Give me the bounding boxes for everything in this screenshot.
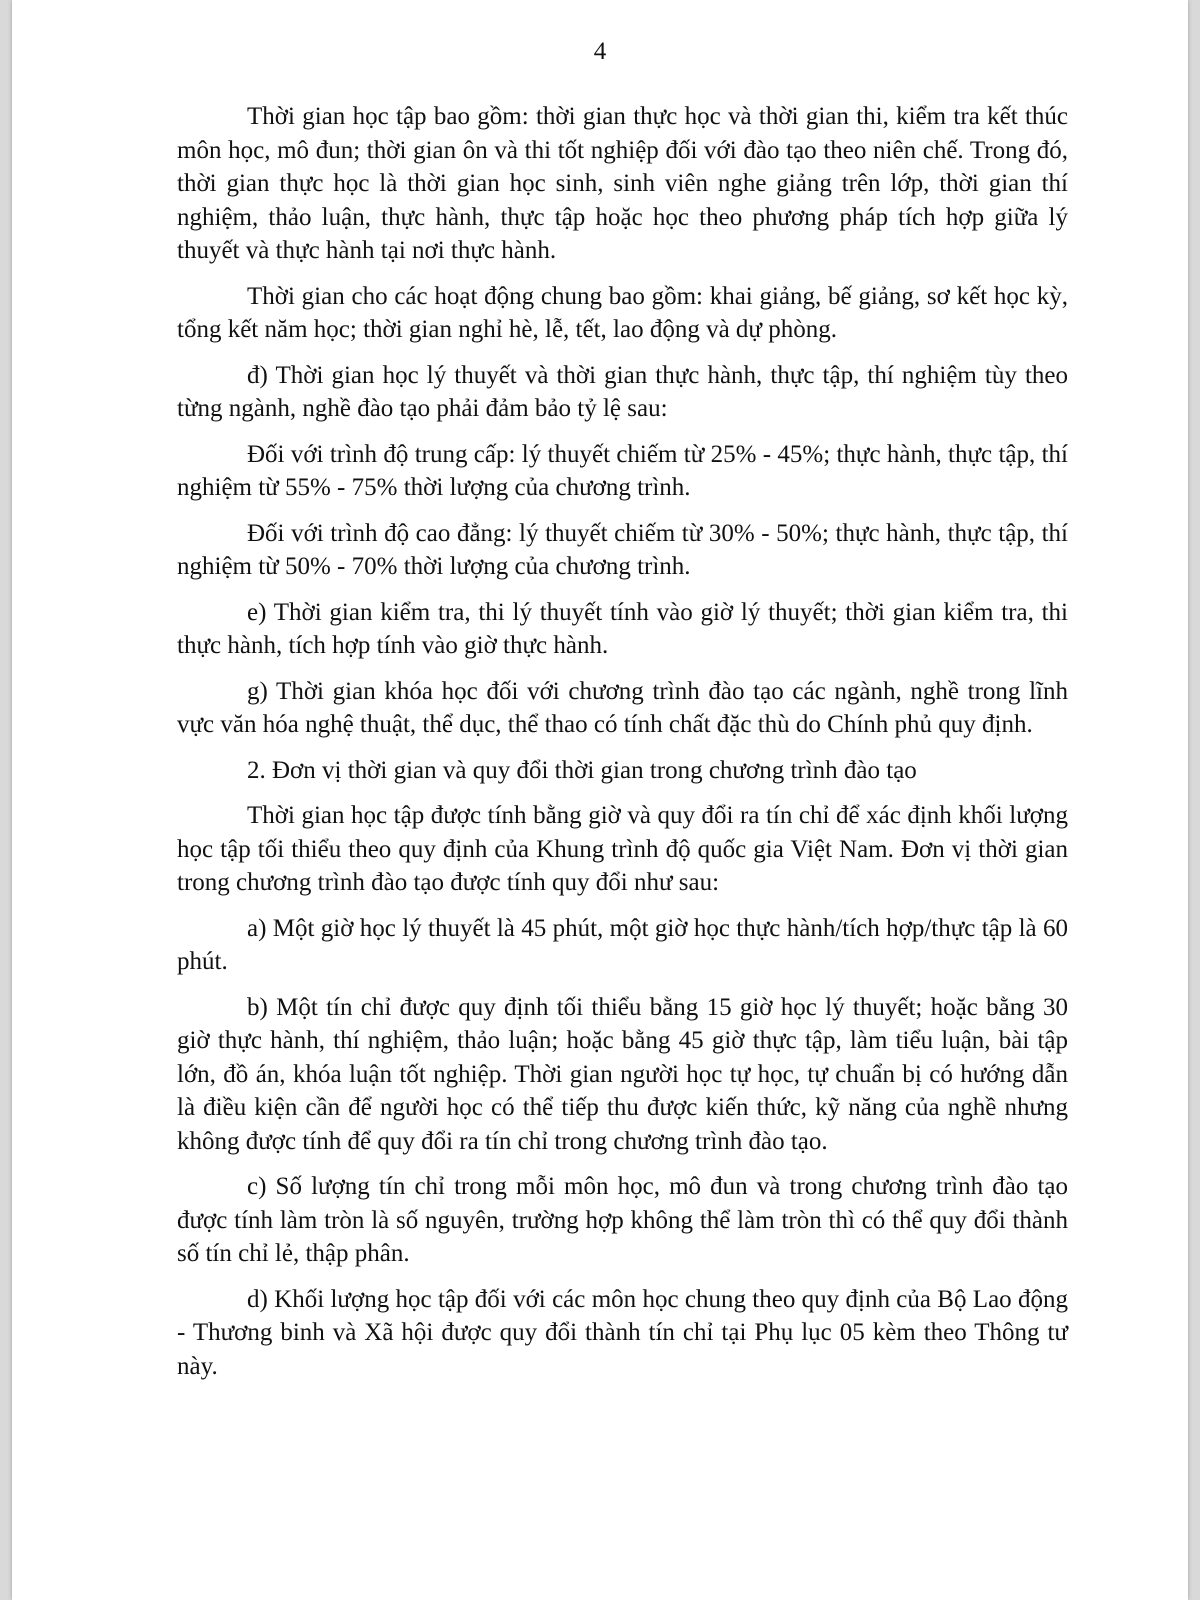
paragraph: Thời gian học tập được tính bằng giờ và quy đổi ra tín chỉ để xác định khối lượng học tập tối thiểu theo quy định của Khung trình độ quốc gia Việt Nam. Đơn vị thời gian trong chương trình đào tạo được tính quy đổi như sau: (177, 802, 1068, 896)
paragraph: đ) Thời gian học lý thuyết và thời gian thực hành, thực tập, thí nghiệm tùy theo từng ngành, nghề đào tạo phải đảm bảo tỷ lệ sau: (177, 361, 1068, 422)
paragraph: Thời gian cho các hoạt động chung bao gồm: khai giảng, bế giảng, sơ kết học kỳ, tổng kết năm học; thời gian nghỉ hè, lễ, tết, lao động và dự phòng. (177, 282, 1068, 343)
paragraph: d) Khối lượng học tập đối với các môn học chung theo quy định của Bộ Lao động - Thương binh và Xã hội được quy đổi thành tín chỉ tại Phụ lục 05 kèm theo Thông tư này. (177, 1285, 1068, 1380)
document-page (12, 0, 1188, 1600)
page-number: 4 (593, 38, 607, 65)
paragraph: Thời gian học tập bao gồm: thời gian thực học và thời gian thi, kiểm tra kết thúc môn học, mô đun; thời gian ôn và thi tốt nghiệp đối với đào tạo theo niên chế. Trong đó, thời gian thực học là thời gian học sinh, sinh viên nghe giảng trên lớp, thời gian thí nghiệm, thảo luận, thực hành, thực tập hoặc học theo phương pháp tích hợp giữa lý thuyết và thực hành tại nơi thực hành. (177, 103, 1068, 264)
paragraph: c) Số lượng tín chỉ trong mỗi môn học, mô đun và trong chương trình đào tạo được tính làm tròn là số nguyên, trường hợp không thể làm tròn thì có thể quy đổi thành số tín chỉ lẻ, thập phân. (177, 1173, 1068, 1267)
paragraph: g) Thời gian khóa học đối với chương trình đào tạo các ngành, nghề trong lĩnh vực văn hóa nghệ thuật, thể dục, thể thao có tính chất đặc thù do Chính phủ quy định. (177, 677, 1068, 738)
paragraph: Đối với trình độ cao đẳng: lý thuyết chiếm từ 30% - 50%; thực hành, thực tập, thí nghiệm từ 50% - 70% thời lượng của chương trình. (177, 519, 1068, 580)
paragraph: b) Một tín chỉ được quy định tối thiểu bằng 15 giờ học lý thuyết; hoặc bằng 30 giờ thực hành, thí nghiệm, thảo luận; hoặc bằng 45 giờ thực tập, làm tiểu luận, bài tập lớn, đồ án, khóa luận tốt nghiệp. Thời gian người học tự học, tự chuẩn bị có hướng dẫn là điều kiện cần để người học có thể tiếp thu được kiến thức, kỹ năng của nghề nhưng không được tính để quy đổi ra tín chỉ trong chương trình đào tạo. (177, 993, 1068, 1155)
paragraph: a) Một giờ học lý thuyết là 45 phút, một giờ học thực hành/tích hợp/thực tập là 60 phút. (177, 914, 1068, 975)
paragraph: Đối với trình độ trung cấp: lý thuyết chiếm từ 25% - 45%; thực hành, thực tập, thí nghiệm từ 55% - 75% thời lượng của chương trình. (177, 440, 1068, 501)
section-heading: 2. Đơn vị thời gian và quy đổi thời gian trong chương trình đào tạo (247, 756, 917, 784)
document-body (177, 100, 1068, 1395)
paragraph: e) Thời gian kiểm tra, thi lý thuyết tính vào giờ lý thuyết; thời gian kiểm tra, thi thực hành, tích hợp tính vào giờ thực hành. (177, 598, 1068, 659)
